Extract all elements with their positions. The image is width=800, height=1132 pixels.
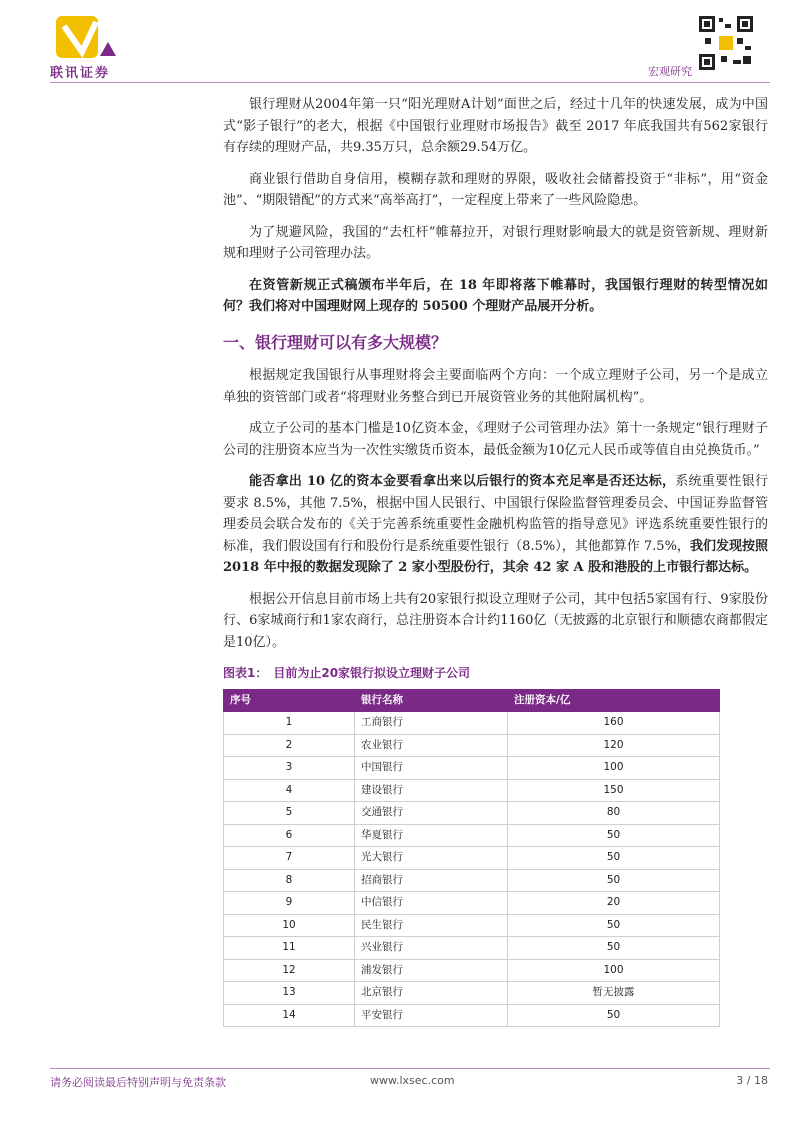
cell-bank: 平安银行 bbox=[355, 1004, 508, 1027]
table-row bbox=[224, 1004, 720, 1027]
cell-index: 1 bbox=[224, 712, 355, 735]
table-row bbox=[224, 779, 720, 802]
cell-bank: 中信银行 bbox=[355, 892, 508, 915]
header-bank: 银行名称 bbox=[355, 689, 508, 712]
logo-text: 联讯证券 bbox=[50, 66, 111, 81]
cell-bank: 兴业银行 bbox=[355, 937, 508, 960]
cell-capital: 160 bbox=[508, 712, 720, 735]
cell-capital: 150 bbox=[508, 779, 720, 802]
last-paragraph: 根据公开信息目前市场上共有20家银行拟设立理财子公司，其中包括5家国有行、9家股份行、6家城商行和1家农商行，总注册资本合计约1160亿（无披露的北京银行和顺德农商都假定是10亿）。 bbox=[223, 591, 768, 650]
table-header-row bbox=[224, 689, 720, 712]
cell-capital: 50 bbox=[508, 937, 720, 960]
report-type: 宏观研究 bbox=[648, 65, 692, 78]
cell-capital: 50 bbox=[508, 869, 720, 892]
bold-paragraph: 在资管新规正式稿颁布半年后，在 18 年即将落下帷幕时，我国银行理财的转型情况如何？我们将对中国理财网上现存的 50500 个理财产品展开分析。 bbox=[223, 277, 768, 314]
mixed-bold-1: 能否拿出 10 亿的资本金要看拿出来以后银行的资本充足率是否还达标， bbox=[249, 474, 676, 489]
main-content bbox=[223, 94, 768, 1027]
cell-index: 13 bbox=[224, 982, 355, 1005]
cell-bank: 华夏银行 bbox=[355, 824, 508, 847]
footer-divider bbox=[50, 1068, 770, 1069]
footer-page-number: 3 / 18 bbox=[736, 1074, 768, 1087]
mixed-bold-2: 我们发现按照 2018 年中报的数据发现除了 2 家小型股份行，其余 42 家 A 股和港股的上市银行都达标。 bbox=[223, 538, 768, 575]
mixed-normal: 系统重要性银行要求 8.5%，其他 7.5%，根据中国人民银行、中国银行保险监督管理委员会、中国证券监督管理委员会联合发布的《关于完善系统重要性金融机构监管的指导意见》评选系统重要性银行的标准，我们假设国有行和股份行是系统重要性银行（8.5%），其他都算作 7.5%， bbox=[223, 474, 768, 554]
header-index: 序号 bbox=[224, 689, 355, 712]
cell-bank: 民生银行 bbox=[355, 914, 508, 937]
cell-bank: 招商银行 bbox=[355, 869, 508, 892]
header-capital: 注册资本/亿 bbox=[508, 689, 720, 712]
cell-index: 12 bbox=[224, 959, 355, 982]
cell-bank: 浦发银行 bbox=[355, 959, 508, 982]
table-row bbox=[224, 824, 720, 847]
cell-index: 11 bbox=[224, 937, 355, 960]
table-row bbox=[224, 847, 720, 870]
header-divider bbox=[50, 82, 770, 83]
paragraph-3: 为了规避风险，我国的“去杠杆”帷幕拉开，对银行理财影响最大的就是资管新规、理财新规和理财子公司管理办法。 bbox=[223, 224, 768, 261]
cell-index: 8 bbox=[224, 869, 355, 892]
cell-index: 14 bbox=[224, 1004, 355, 1027]
cell-index: 5 bbox=[224, 802, 355, 825]
bank-subsidiary-table bbox=[223, 689, 720, 1028]
cell-bank: 农业银行 bbox=[355, 734, 508, 757]
page-header bbox=[0, 0, 800, 88]
cell-bank: 北京银行 bbox=[355, 982, 508, 1005]
cell-bank: 光大银行 bbox=[355, 847, 508, 870]
section-paragraph-1: 根据规定我国银行从事理财将会主要面临两个方向：一个成立理财子公司，另一个是成立单独的资管部门或者“将理财业务整合到已开展资管业务的其他附属机构”。 bbox=[223, 368, 768, 405]
table-row bbox=[224, 757, 720, 780]
cell-capital: 100 bbox=[508, 959, 720, 982]
table-row bbox=[224, 802, 720, 825]
paragraph-2: 商业银行借助自身信用，模糊存款和理财的界限，吸收社会储蓄投资于“非标”，用“资金池”、“期限错配”的方式来“高举高打”，一定程度上带来了一些风险隐患。 bbox=[223, 171, 768, 208]
cell-bank: 建设银行 bbox=[355, 779, 508, 802]
paragraph-1: 银行理财从2004年第一只“阳光理财A计划”面世之后，经过十几年的快速发展，成为中国式“影子银行”的老大，根据《中国银行业理财市场报告》截至 2017 年底我国共有562家银行有存续的理财产品，共9.35万只，总余额29.54万亿。 bbox=[223, 97, 768, 155]
mixed-paragraph bbox=[223, 471, 768, 579]
section-paragraph-2: 成立子公司的基本门槛是10亿资本金，《理财子公司管理办法》第十一条规定“银行理财子公司的注册资本应当为一次性实缴货币资本，最低金额为10亿元人民币或等值自由兑换货币。” bbox=[223, 421, 768, 458]
footer-website: www.lxsec.com bbox=[370, 1074, 455, 1087]
table-caption: 图表1： 目前为止20家银行拟设立理财子公司 bbox=[223, 666, 471, 680]
table-row bbox=[224, 959, 720, 982]
cell-capital: 80 bbox=[508, 802, 720, 825]
cell-index: 7 bbox=[224, 847, 355, 870]
table-row bbox=[224, 712, 720, 735]
cell-capital: 20 bbox=[508, 892, 720, 915]
cell-capital: 100 bbox=[508, 757, 720, 780]
cell-bank: 交通银行 bbox=[355, 802, 508, 825]
table-row bbox=[224, 892, 720, 915]
cell-bank: 中国银行 bbox=[355, 757, 508, 780]
cell-capital: 50 bbox=[508, 1004, 720, 1027]
section-title: 一、银行理财可以有多大规模？ bbox=[223, 332, 448, 352]
table-row bbox=[224, 982, 720, 1005]
table-row bbox=[224, 734, 720, 757]
cell-index: 9 bbox=[224, 892, 355, 915]
cell-index: 2 bbox=[224, 734, 355, 757]
cell-capital: 50 bbox=[508, 824, 720, 847]
table-row bbox=[224, 937, 720, 960]
table-body bbox=[224, 712, 720, 1027]
table-row bbox=[224, 914, 720, 937]
cell-index: 10 bbox=[224, 914, 355, 937]
cell-capital: 50 bbox=[508, 847, 720, 870]
table-row bbox=[224, 869, 720, 892]
cell-capital: 暂无披露 bbox=[508, 982, 720, 1005]
footer-disclaimer: 请务必阅读最后特别声明与免责条款 bbox=[50, 1076, 226, 1089]
cell-capital: 120 bbox=[508, 734, 720, 757]
cell-index: 6 bbox=[224, 824, 355, 847]
cell-index: 3 bbox=[224, 757, 355, 780]
cell-bank: 工商银行 bbox=[355, 712, 508, 735]
cell-capital: 50 bbox=[508, 914, 720, 937]
qr-code-icon bbox=[697, 14, 755, 72]
cell-index: 4 bbox=[224, 779, 355, 802]
